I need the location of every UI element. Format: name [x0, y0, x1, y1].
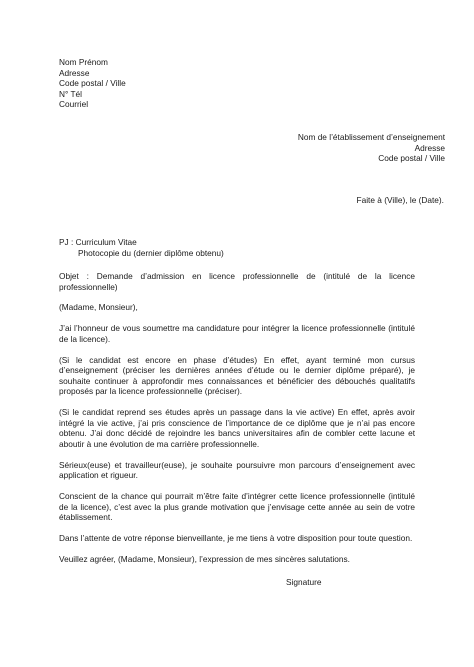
recipient-name: Nom de l’établissement d’enseignement: [297, 132, 445, 142]
attachment-diploma: Photocopie du (dernier diplôme obtenu): [78, 247, 224, 258]
sender-phone: N° Tél: [59, 88, 82, 99]
subject-line: Objet : Demande d’admission en licence professionnelle de (intitulé de la licence professionnelle): [59, 271, 415, 292]
attachment-cv: PJ : Curriculum Vitae: [59, 237, 137, 247]
sender-postal: Code postal / Ville: [59, 78, 126, 89]
salutation: (Madame, Monsieur),: [59, 302, 138, 313]
letter-body: [59, 271, 415, 575]
recipient-address: Adresse: [414, 142, 445, 153]
sender-name: Nom Prénom: [59, 57, 108, 67]
recipient-postal: Code postal / Ville: [378, 153, 445, 164]
body-paragraph: Conscient de la chance qui pourrait m’être faite d’intégrer cette licence professionnelle (intitulé de la licence), c’est avec la plus grande motivation que j’envisage cette année au sein de votre établissement.: [59, 491, 415, 523]
signature: Signature: [286, 577, 322, 587]
date-line: Faite à (Ville), le (Date).: [356, 195, 444, 205]
body-paragraph: (Si le candidat reprend ses études après un passage dans la vie active) En effet, après avoir intégré la vie active, j’ai pris conscience de l’importance de ce diplôme que je n’ai pas encore obtenu. J’ai donc décidé de rejoindre les bancs universitaires afin de combler cette lacune et aboutir à une évolution de ma carrière professionnelle.: [59, 407, 415, 449]
sender-email: Courriel: [59, 99, 89, 110]
body-paragraph: J’ai l’honneur de vous soumettre ma candidature pour intégrer la licence professionnelle (intitulé de la licence).: [59, 323, 415, 344]
sender-block: [59, 57, 126, 110]
body-paragraph: Dans l’attente de votre réponse bienveillante, je me tiens à votre disposition pour toute question.: [59, 533, 413, 543]
sender-address: Adresse: [59, 67, 90, 78]
recipient-block: [298, 132, 445, 164]
body-paragraph: Sérieux(euse) et travailleur(euse), je souhaite poursuivre mon parcours d’enseignement avec application et rigueur.: [59, 459, 415, 481]
body-paragraph: (Si le candidat est encore en phase d’études) En effet, ayant terminé mon cursus d’enseignement (préciser les dernières années d’étude ou le dernier diplôme préparé), je souhaite continuer à approfondir mes connaissances et bénéficier des débouchés qualitatifs proposés par la licence professionnelle (préciser).: [59, 354, 415, 397]
closing-formula: Veuillez agréer, (Madame, Monsieur), l’expression de mes sincères salutations.: [59, 553, 350, 564]
attachments-block: [59, 237, 224, 258]
